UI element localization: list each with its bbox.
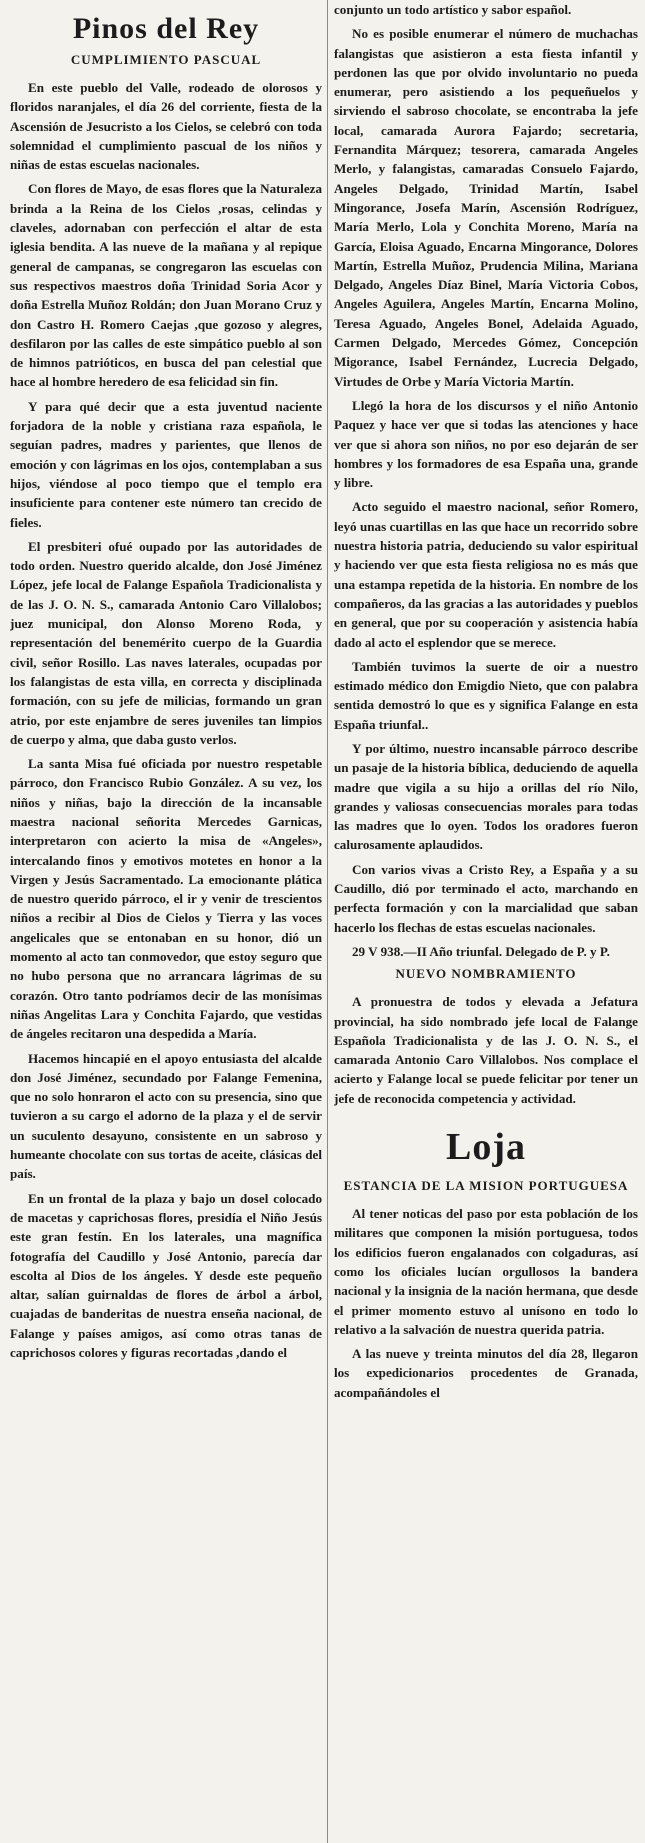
paragraph: A pronuestra de todos y elevada a Jefatura provincial, ha sido nombrado jefe local de Falange Española Tradicionalista y de las J. O. N. S., el camarada Antonio Caro Villalobos. Nos complace el acierto y Falange local se puede felicitar por tener un jefe de reconocida competencia y actividad. [334, 994, 638, 1106]
paragraph: conjunto un todo artístico y sabor español. [334, 2, 572, 17]
signature-line: 29 V 938.—II Año triunfal. Delegado de P. y P. [352, 943, 610, 959]
paragraph: El presbiteri ofué oupado por las autoridades de todo orden. Nuestro querido alcalde, don José Jiménez López, jefe local de Falange Española Tradicionalista y de las J. O. N. S., camarada Antonio Caro Villalobos; juez municipal, don Alonso Moreno Roda, y representación del benemérito cuerpo de la Guardia civil, señor Rosillo. Las naves laterales, ocupadas por los falangistas de esta villa, en correcta y disciplinada formación, con su jefe de milicias, formando un gran atrio, por este enjambre de seres juveniles tan limpios de cuerpo y alma, que daba gusto verlos. [10, 538, 322, 747]
section-heading: NUEVO NOMBRAMIENTO [395, 966, 577, 982]
column-divider [327, 0, 328, 1843]
section-title-loja: Loja [446, 1126, 526, 1169]
section-subtitle: ESTANCIA DE LA MISION PORTUGUESA [343, 1178, 629, 1194]
paragraph: Y para qué decir que a esta juventud naciente forjadora de la noble y cristiana raza española, le seguían padres, madres y parientes, que llenos de emoción y con lágrimas en los ojos, contemplaban a sus hijos, viéndose al poco tiempo que el templo era insuficiente para contener este número tan crecido de fieles. [10, 398, 322, 530]
paragraph: Hacemos hincapié en el apoyo entusiasta del alcalde don José Jiménez, secundado por Falange Femenina, que no solo honraron el acto con su presencia, sino que tuvieron a su cargo el adorno de la plaza y el de servir un suculento desayuno, consistente en un sabroso y humeante chocolate con sus tortas de aceite, clásicas del país. [10, 1050, 322, 1182]
paragraph: En un frontal de la plaza y bajo un dosel colocado de macetas y caprichosas flores, presidía el Niño Jesús este gran festín. En los laterales, una magnífica fotografía del Caudillo y José Antonio, parecía dar escolta al Dios de los ángeles. Y desde este pequeño altar, salían guirnaldas de flores de árbol a árbol, cuajadas de banderitas de nuestra enseña nacional, de Falange y países amigos, así como otras tanas de caprichosos colores y figuras recortadas ,dando el [10, 1190, 322, 1360]
paragraph: Con flores de Mayo, de esas flores que la Naturaleza brinda a la Reina de los Cielos ,rosas, celindas y claveles, adornaban con perfección el altar de esta iglesia bendita. A las nueve de la mañana y al repique general de campanas, se congregaron las escuelas con sus respectivos maestros doña Trinidad Soria Acor y doña Estrella Muñoz Roldán; don Juan Morano Cruz y don Castro H. Romero Caejas ,que gozoso y alegres, desfilaron por las calles de este simpático pueblo al son de himnos patrióticos, en busca del pan celestial que hace al hombre heredero de esa felicidad sin fin. [10, 181, 322, 390]
article-title: Pinos del Rey [72, 12, 260, 45]
paragraph: Al tener noticas del paso por esta población de los militares que componen la misión portuguesa, todos los edificios fueron engalanados con colgaduras, así como los oficiales lucían orgullosos la bandera nacional y la insignia de la nación hermana, que desde el primer momento estuvo al unísono en todo lo relativo a la salvación de nuestra querida patria. [334, 1206, 638, 1337]
paragraph: Llegó la hora de los discursos y el niño Antonio Paquez y hace ver que si todas las atenciones y hace ver que si ahora son niños, no por eso dejarán de ser hombres y los formadores de esa España una, grande y libre. [334, 397, 638, 491]
paragraph: En este pueblo del Valle, rodeado de olorosos y floridos naranjales, el día 26 del corriente, fiesta de la Ascensión de Jesucristo a los Cielos, se celebró con toda solemnidad el cumplimiento pascual de los niños y niñas de estas escuelas nacionales. [10, 80, 322, 173]
paragraph: No es posible enumerar el número de muchachas falangistas que asistieron a esta fiesta infantil y perdonen las que por olvido involuntario no pueda enumerar, pero asistiendo a los pequeñuelos y sirviendo el sabroso chocolate, se encontraba la jefe local, camarada Aurora Fajardo; secretaria, Fernandita Márquez; tesorera, camarada Angeles Merlo, y falangistas, camaradas Consuelo Fajardo, Angeles Delgado, Trinidad Martín, Isabel Mingorance, Josefa Marín, Ascensión Rodríguez, María Merlo, Lola y Conchita Moreno, María na García, Eloisa Aguado, Encarna Mingorance, Dolores Martín, Estrella Muñoz, Prudencia Milina, Mariana Delgado, Angeles Díaz Binel, María Victoria Cobos, Angeles Aguilera, Angeles Martín, Encarna Molino, Teresa Aguado, Angeles Bonel, Adelaida Aguado, Carmen Delgado, Mercedes Gómez, Concepción Migorance, Isabel Fernández, Lucrecia Delgado, Virtudes de Orbe y María Victoria Martín. [334, 26, 638, 389]
right-column [334, 0, 638, 1407]
left-column [10, 0, 322, 1367]
paragraph: La santa Misa fué oficiada por nuestro respetable párroco, don Francisco Rubio González. A su vez, los niños y niñas, bajo la dirección de la incansable maestra nacional señorita Mercedes Garnicas, interpretaron con acierto la misa de «Angeles», intercalando finos y emotivos motetes en honor a la Virgen y Jesús Sacramentado. La emocionante plática de nuestro querido párroco, el ir y venir de trescientos niños a recibir al Dios de Cielos y Tierra y las voces angelicales que se entonaban en su honor, dió un momento al acto tan conmovedor, que estoy seguro que no hubo persona que no arrancara lágrimas de su corazón. Otro tanto podríamos decir de las monísimas niñas Angelitas Lara y Conchita Fajardo, que vestidas de ángeles recitaron una despedida a María. [10, 756, 322, 1042]
paragraph: A las nueve y treinta minutos del día 28, llegaron los expedicionarios procedentes de Granada, acompañándoles el [334, 1346, 638, 1400]
paragraph: También tuvimos la suerte de oir a nuestro estimado médico don Emigdio Nieto, que con palabra sentida demostró lo que es y significa Falange en esta España triunfal.. [334, 658, 638, 732]
paragraph: Y por último, nuestro incansable párroco describe un pasaje de la historia bíblica, deduciendo de aquella madre que vigila a su hijo a orillas del río Nilo, grandes y valiosas consecuencias morales para todas las madres que lo oyen. Todos los oradores fueron calurosamente aplaudidos. [334, 740, 638, 853]
paragraph: Con varios vivas a Cristo Rey, a España y a su Caudillo, dió por terminado el acto, marchando en perfecta formación y con la marcialidad que saban hacerlo los flechas de estas escuelas nacionales. [334, 861, 638, 935]
paragraph: Acto seguido el maestro nacional, señor Romero, leyó unas cuartillas en las que hace un recorrido sobre nuestra historia patria, deduciendo su valor espiritual y haciendo ver que esta fiesta religiosa no es más que una estampa repetida de la historia. En nombre de los compañeros, da las gracias a las autoridades y pueblos en general, que por su cooperación y asistencia había dado al acto el esplendor que se merece. [334, 499, 638, 650]
article-subtitle: CUMPLIMIENTO PASCUAL [70, 52, 262, 67]
